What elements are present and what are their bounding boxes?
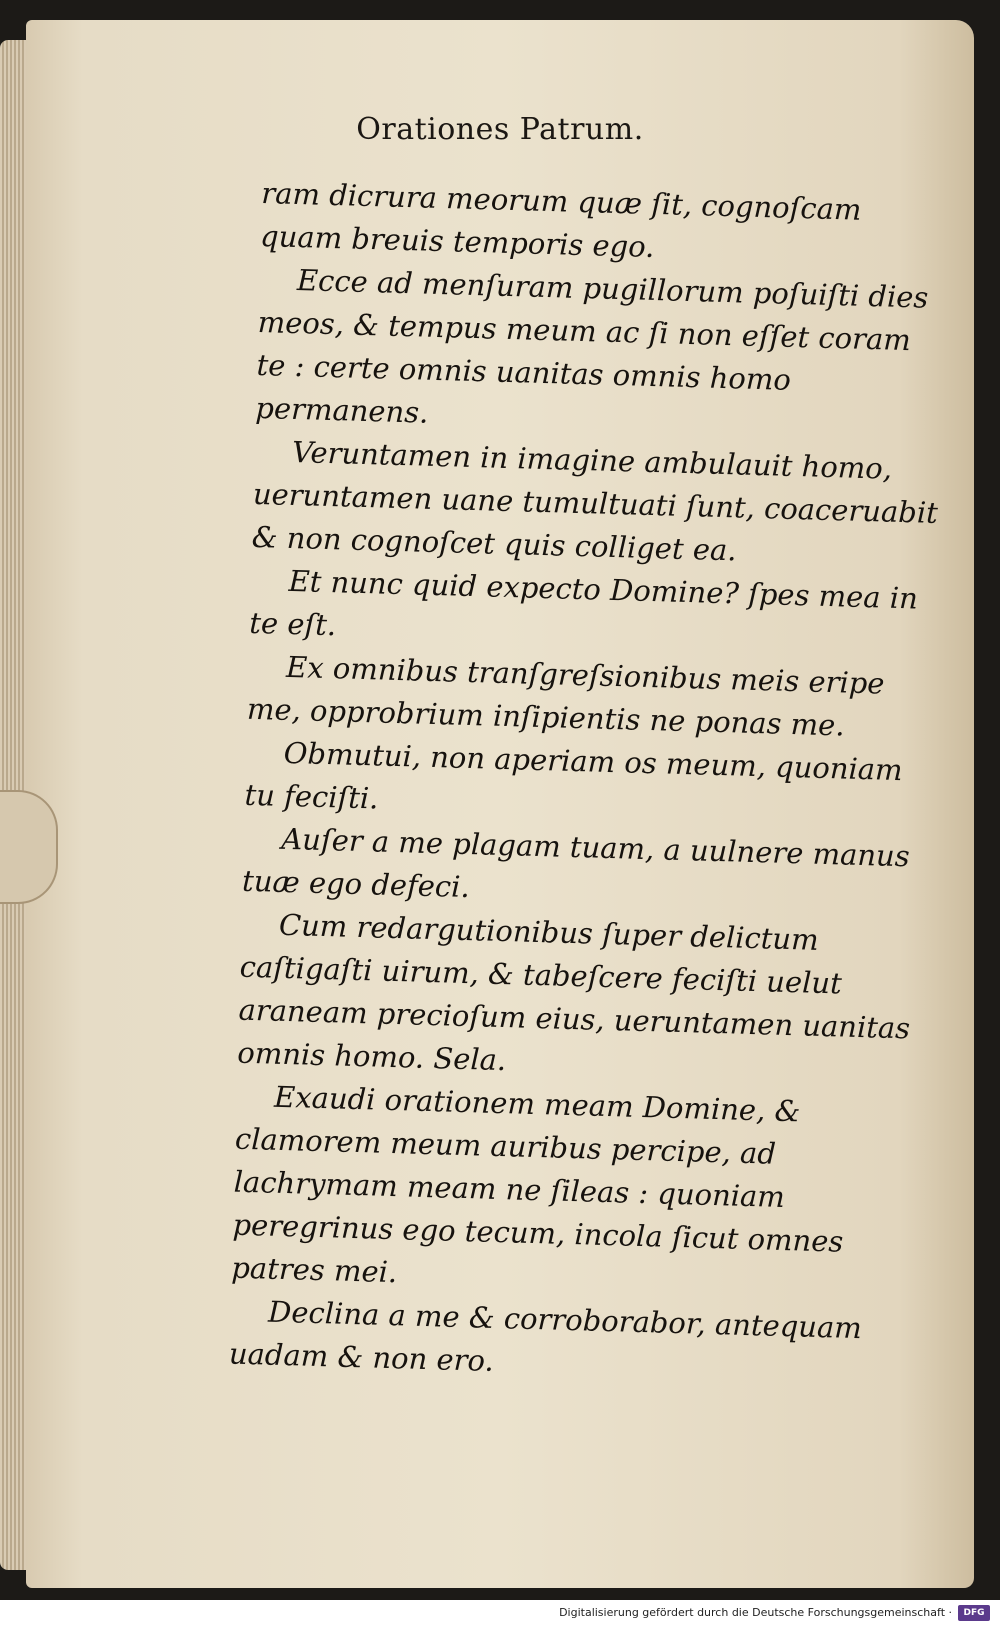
verse: Auſer a me plagam tuam, a uulnere manus tuæ ego defeci. [241,821,911,905]
verse: Ex omnibus tranſgreſsionibus meis eripe me, opprobrium inſipientis ne ponas me. [246,649,885,743]
footer-credit: Digitalisierung gefördert durch die Deutsche Forschungsgemeinschaft · [559,1606,952,1619]
digitization-footer [0,1600,1000,1628]
verse: Declina a me & corroborabor, antequam uadam & non ero. [228,1294,863,1378]
verse: Veruntamen in imagine ambulauit homo, ueruntamen uane tumultuati ſunt, coaceruabit & non cognoſcet quis colliget ea. [251,434,939,568]
verse: ram dicrura meorum quæ ſit, cognoſcam quam breuis temporis ego. [259,175,862,264]
book-clasp [0,790,58,904]
verse: Ecce ad menſuram pugillorum poſuiſti dies meos, & tempus meum ac ſi non eſſet coram te : certe omnis uanitas omnis homo permanens. [254,263,929,430]
dfg-logo: DFG [958,1605,990,1621]
running-head: Orationes Patrum. [356,112,644,147]
verse: Obmutui, non aperiam os meum, quoniam tu feciſti. [244,735,904,816]
verse: Cum redargutionibus ſuper delictum caſtigaſti uirum, & tabeſcere feciſti uelut araneam precioſum eius, ueruntamen uanitas omnis homo. Sela. [236,907,911,1078]
text-block [228,172,951,1395]
verse: Exaudi orationem meam Domine, & clamorem meum auribus percipe, ad lachrymam meam ne ſileas : quoniam peregrinus ego tecum, incola ſicut omnes patres mei. [230,1079,844,1290]
verse: Et nunc quid expecto Domine? ſpes mea in te eſt. [248,563,919,643]
